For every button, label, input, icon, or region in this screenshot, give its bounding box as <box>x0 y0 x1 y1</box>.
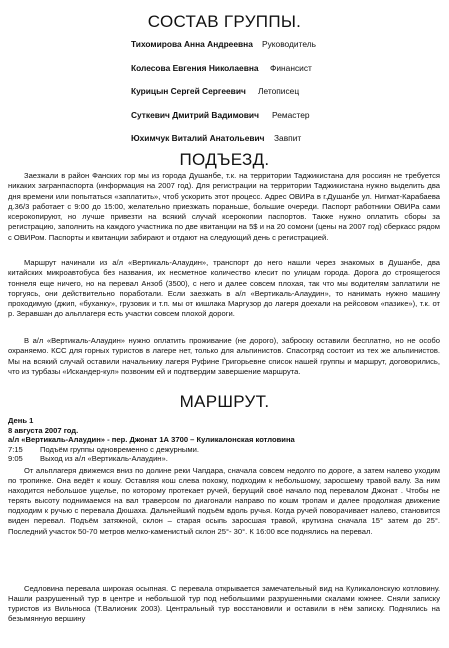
member-name: Тихомирова Анна Андреевна <box>131 39 253 49</box>
route-title: МАРШРУТ. <box>179 392 270 411</box>
entry-time: 9:05 <box>8 454 23 464</box>
member-role: Завпит <box>274 133 302 143</box>
group-title: СОСТАВ ГРУППЫ. <box>147 12 302 31</box>
member-row <box>0 132 449 144</box>
member-row <box>0 109 449 121</box>
route-segment: а/л «Вертикаль-Алаудин» - пер. Джонат 1А 3700 – Куликалонская котловина <box>8 435 295 445</box>
day-header <box>8 416 440 464</box>
day-label: День 1 <box>8 416 34 425</box>
member-name: Юхимчук Виталий Анатольевич <box>131 133 265 143</box>
member-role: Летописец <box>258 86 300 96</box>
route-paragraph: Седловина перевала широкая осыпная. С перевала открывается замечательный вид на Куликалонскую котловину. Нашли разрушенный тур в центре и небольшой тур под небольшими разрушенными скалами южнее. Сняли записку туристов из Вильнюса (Т.Валионик 2003). Центральный тур восстановили и оставили в нём записку. Поднялись на безымянную вершину <box>8 584 440 624</box>
member-name: Курицын Сергей Сергеевич <box>131 86 246 96</box>
member-row <box>0 38 449 50</box>
timeline-entry <box>8 445 440 455</box>
member-role: Руководитель <box>262 39 316 49</box>
entry-time: 7:15 <box>8 444 23 454</box>
day-date: 8 августа 2007 год. <box>8 425 79 435</box>
entry-text: Подъём группы одновременно с дежурными. <box>40 444 199 454</box>
approach-paragraph: В а/л «Вертикаль-Алаудин» нужно оплатить проживание (не дорого), заброску оставили бесплатно, но не особо охраняемо. КСС для горных туристов в лагере нет, только для альпинистов. Спасотряд состоит из тех же альпинистов. Мы на всякий случай оставили начальнику лагеря Руфине Григорьевне список нашей группы и маршрут, договорились, что из турбазы «Искандер-кул» позвоним ей и подтвердим завершение маршрута. <box>8 336 440 376</box>
approach-paragraph: Заезжали в район Фанских гор мы из города Душанбе, т.к. на территории Таджикистана для россиян не требуется никаких загранпаспорта (информация на 2007 год). Для регистрации на территории Таджикистана нужно выделить два дня времени или попытаться «заплатить», чтоб ускорить этот процесс. Адрес ОВИРа в г.Душанбе ул. Нигмат-Карабаева д.36/3 работает с 9:00 до 15:00, желательно приезжать пораньше, большие очереди. Паспорт работники ОВИРа сами ксерокопируют, но лучше привезти на всякий случай ксерокопии паспортов. Также нужно оплатить сборы за регистрацию, заполнить на каждого участника по две квитанции на 5$ и на 20 сомони (цены на 2007 год) сбеpкасс рядом с ОВИРом. Паспорты и квитанции забирают и отдают на следующий день с регистрацией. <box>8 171 440 242</box>
timeline-entry <box>8 454 440 464</box>
member-role: Ремастер <box>272 110 310 120</box>
member-role: Финансист <box>270 63 312 73</box>
entry-text: Выход из а/л «Вертикаль-Алаудин». <box>40 454 168 464</box>
approach-paragraph: Маршрут начинали из а/л «Вертикаль-Алаудин», транспорт до него нашли через знакомых в Душанбе, два китайских микроавтобуса без названия, их несметное количество клесит по улицам города. Дорога до строящегося тоннеля еще ничего, но на перевал Анзоб (3500), с него и далее совсем плохая, так что мы водителям заплатили не торгуясь, они действительно поработали. Если заезжать в а/л «Вертикаль-Алаудин», то нанимать нужно машину проходимую (джип, «буханку», грузовик и т.п. мы от кишлака Маргузор до лагеря доехали на рейсовом «пазике»), т.к. от р. Зеравшан до альплагеря есть участки совсем плохой дороги. <box>8 258 440 319</box>
member-name: Колесова Евгения Николаевна <box>131 63 259 73</box>
member-row <box>0 62 449 74</box>
member-name: Суткевич Дмитрий Вадимович <box>131 110 259 120</box>
route-paragraph: От альплагеря движемся вниз по долине реки Чапдара, сначала совсем недолго по дороге, а затем налево уходим по тропинке. Она ведёт к кошу. Оставляя кош слева похожу, подходим к небольшому, заросшему травой валу. За ним находится небольшое ущелье, по которому протекает ручей, берущий своё начало под перевалом Джонат . Чтобы не терять высоту поднимаемся на вал траверсом по диагонали направо по кошм тропам и далее продолжая движение подходим к ручью с перевала Дюшаха. Дальнейший подъём вдоль ручья. Когда ручей поворачивает налево, становится виден перевал. Подъём затяжной, склон – старая осыпь заросшая травой, крутизна сначала 15° затем до 25°. Последний участок 50-70 метров мелко-каменистый склон 25°- 30°. К 16:00 все поднялись на перевал. <box>8 466 440 536</box>
approach-title: ПОДЪЕЗД. <box>179 150 270 169</box>
member-row <box>0 85 449 97</box>
